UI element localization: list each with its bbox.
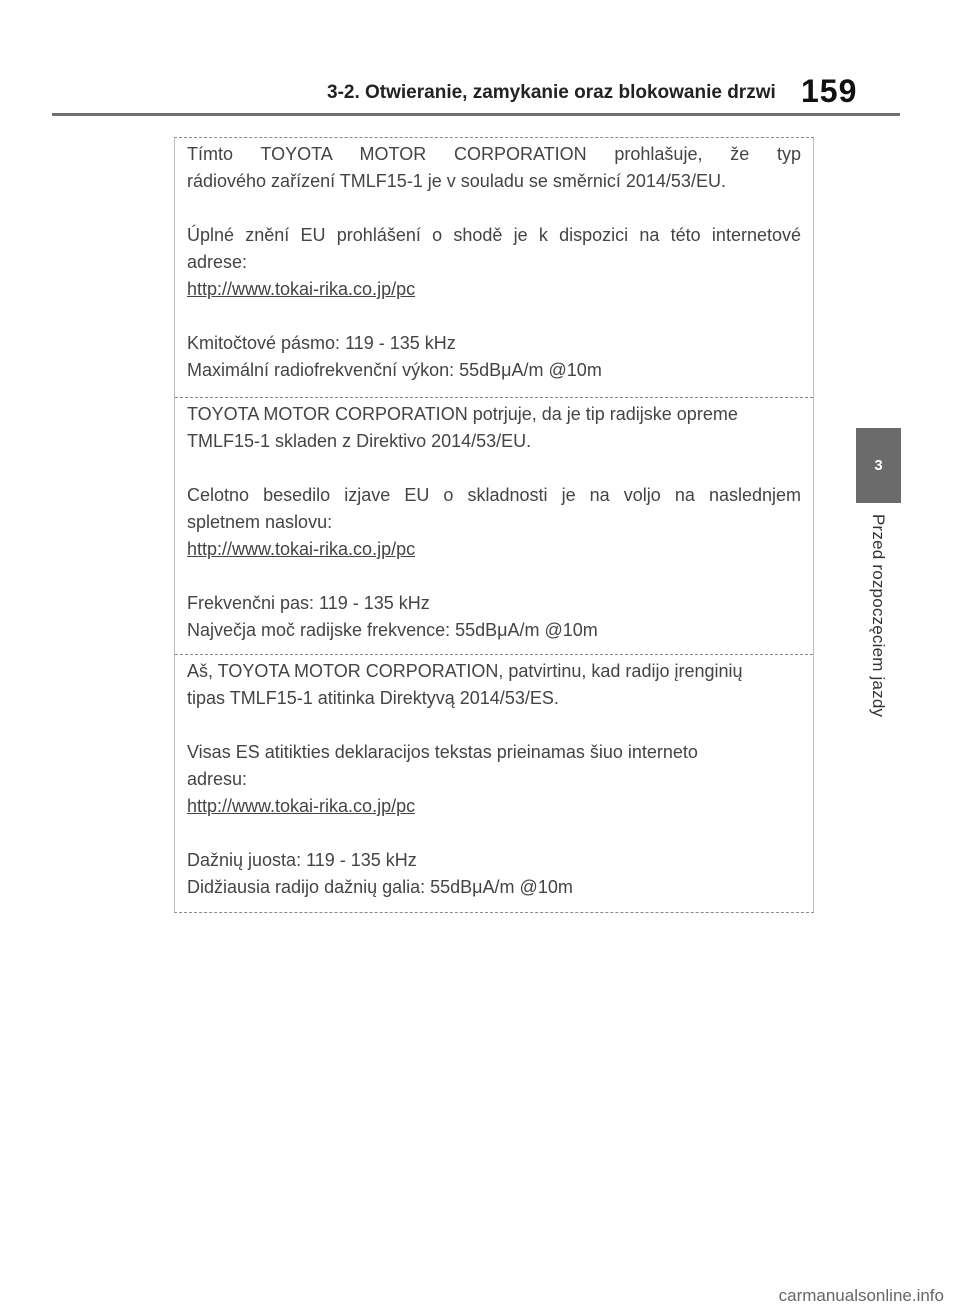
availability-line: adrese: <box>187 252 248 272</box>
declaration-czech <box>175 138 813 397</box>
chapter-title: Przed rozpoczęciem jazdy <box>869 514 888 718</box>
frequency-band: Kmitočtové pásmo: 119 - 135 kHz <box>187 333 456 353</box>
frequency-band: Frekvenčni pas: 119 - 135 kHz <box>187 593 430 613</box>
declaration-url[interactable]: http://www.tokai-rika.co.jp/pc <box>187 279 416 299</box>
frequency-band: Dažnių juosta: 119 - 135 kHz <box>187 850 417 870</box>
max-power: Maximální radiofrekvenční výkon: 55dBμA/m @10m <box>187 360 602 380</box>
declaration-url[interactable]: http://www.tokai-rika.co.jp/pc <box>187 539 416 559</box>
chapter-tab <box>856 428 901 503</box>
max-power: Didžiausia radijo dažnių galia: 55dBμA/m @10m <box>187 877 573 897</box>
declaration-slovenian <box>175 397 813 654</box>
header-rule <box>52 113 900 116</box>
watermark-text: carmanualsonline.info <box>778 1286 944 1305</box>
declaration-box <box>174 137 814 913</box>
page-number: 159 <box>801 73 858 109</box>
declaration-lithuanian <box>175 654 813 912</box>
availability-line: Celotno besedilo izjave EU o skladnosti je na voljo na naslednjem <box>187 485 801 505</box>
availability-line: Úplné znění EU prohlášení o shodě je k dispozici na této internetové <box>187 225 801 245</box>
declaration-line: Aš, TOYOTA MOTOR CORPORATION, patvirtinu, kad radijo įrenginių <box>187 661 743 681</box>
availability-line: Visas ES atitikties deklaracijos tekstas prieinamas šiuo interneto <box>187 742 698 762</box>
declaration-url[interactable]: http://www.tokai-rika.co.jp/pc <box>187 796 416 816</box>
declaration-line: TOYOTA MOTOR CORPORATION potrjuje, da je tip radijske opreme <box>187 404 738 424</box>
max-power: Največja moč radijske frekvence: 55dBμA/m @10m <box>187 620 598 640</box>
declaration-line: TMLF15-1 skladen z Direktivo 2014/53/EU. <box>187 431 532 451</box>
declaration-line: Tímto TOYOTA MOTOR CORPORATION prohlašuje, že typ <box>187 144 801 164</box>
availability-line: spletnem naslovu: <box>187 512 333 532</box>
section-title: 3-2. Otwieranie, zamykanie oraz blokowanie drzwi <box>327 82 776 103</box>
chapter-number: 3 <box>874 457 883 474</box>
declaration-line: tipas TMLF15-1 atitinka Direktyvą 2014/53/ES. <box>187 688 559 708</box>
availability-line: adresu: <box>187 769 248 789</box>
declaration-line: rádiového zařízení TMLF15-1 je v souladu se směrnicí 2014/53/EU. <box>187 171 726 191</box>
